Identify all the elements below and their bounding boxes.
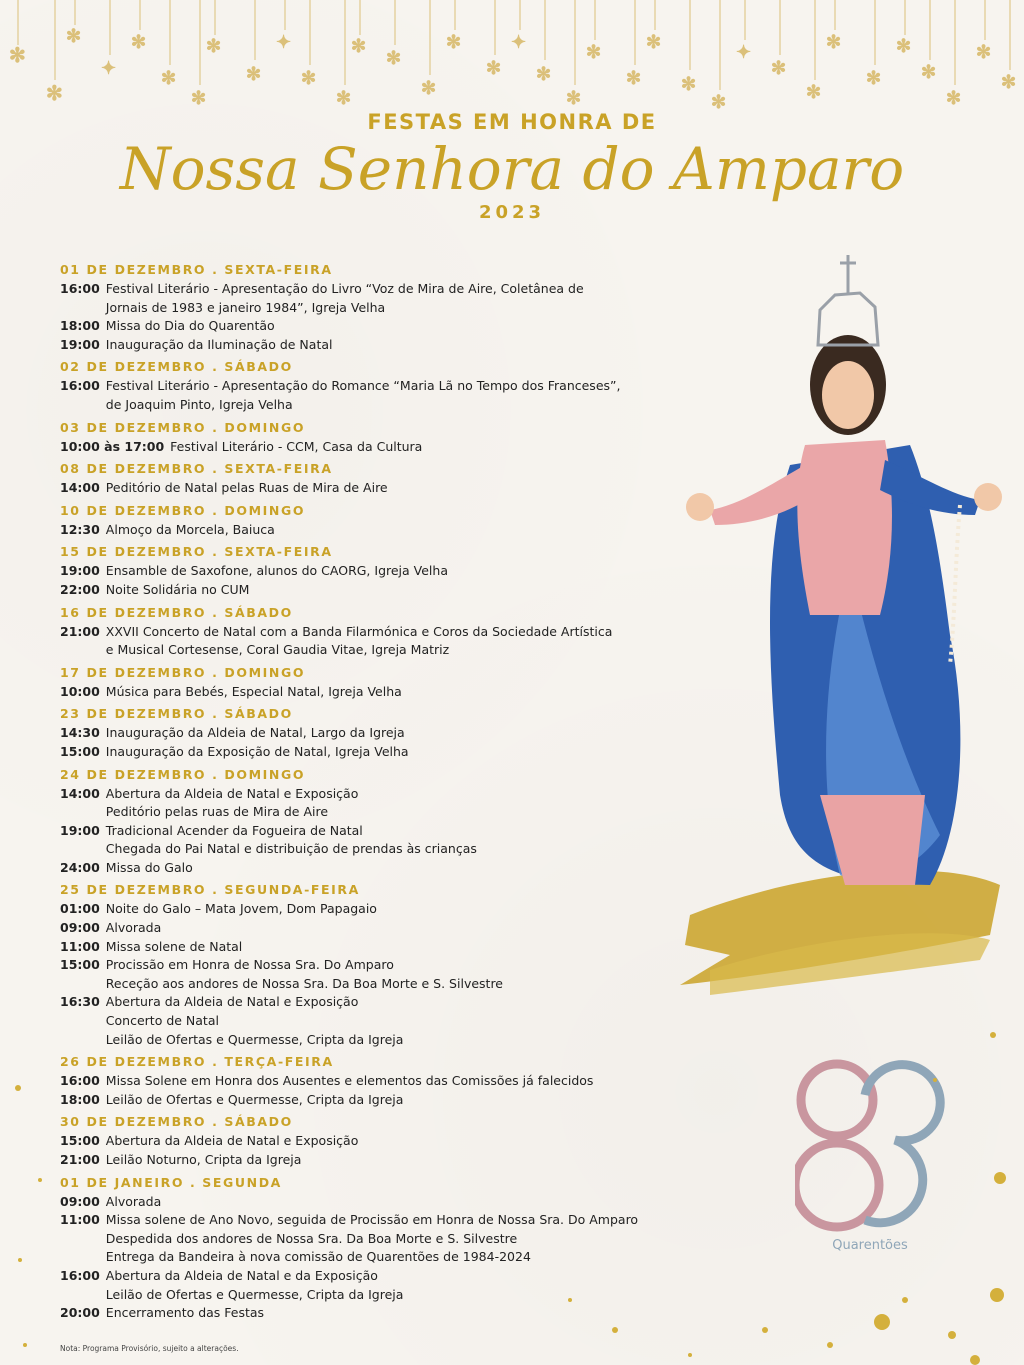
schedule-event: [60, 521, 660, 540]
event-time: 21:00: [60, 1152, 100, 1167]
event-time: 22:00: [60, 581, 100, 597]
event-time: 16:30: [60, 994, 100, 1010]
schedule-day: [60, 706, 660, 761]
event-description: Missa do Galo: [105, 859, 193, 875]
year: 2023: [478, 201, 546, 223]
svg-text:✻: ✻: [206, 36, 222, 57]
event-description: Tradicional Acender da Fogueira de Natal Chegada do Pai Natal e distribuição de prendas às crianças: [105, 822, 477, 857]
script-title: Nossa Senhora do Amparo: [119, 135, 905, 203]
event-description: Abertura da Aldeia de Natal e da Exposição Leilão de Ofertas e Quermesse, Cripta da Igreja: [105, 1267, 404, 1302]
quarentoes-logo: [795, 1050, 945, 1260]
schedule-event: [60, 938, 660, 957]
event-description: Peditório de Natal pelas Ruas de Mira de Aire: [105, 480, 388, 496]
svg-text:✦: ✦: [276, 32, 292, 53]
event-description: Almoço da Morcela, Baiuca: [105, 521, 275, 537]
day-heading: 01 DE JANEIRO . SEGUNDA: [60, 1174, 282, 1190]
svg-text:✻: ✻: [191, 88, 207, 109]
event-description: Inauguração da Exposição de Natal, Igreja Velha: [105, 743, 409, 759]
schedule-event: [60, 743, 660, 762]
footnote: Nota: Programa Provisório, sujeito a alterações.: [60, 1344, 239, 1353]
svg-text:✦: ✦: [736, 42, 752, 63]
schedule-day: [60, 605, 660, 660]
svg-text:✻: ✻: [351, 36, 367, 57]
svg-text:✻: ✻: [866, 68, 882, 89]
event-description: Leilão Noturno, Cripta da Igreja: [105, 1152, 302, 1167]
schedule-event: [60, 336, 660, 355]
event-description: Música para Bebés, Especial Natal, Igreja Velha: [105, 683, 402, 699]
event-time: 20:00: [60, 1305, 100, 1321]
day-heading: 02 DE DEZEMBRO . SÁBADO: [60, 359, 293, 375]
event-time: 11:00: [60, 938, 100, 954]
poster-header: [0, 110, 1024, 223]
schedule-event: [60, 581, 660, 600]
event-description: Encerramento das Festas: [105, 1305, 265, 1321]
schedule-event: [60, 785, 660, 822]
schedule-event: [60, 280, 660, 317]
day-heading: 10 DE DEZEMBRO . DOMINGO: [60, 502, 306, 518]
schedule-day: [60, 544, 660, 599]
svg-text:✻: ✻: [771, 58, 787, 79]
event-description: Missa solene de Natal: [105, 938, 243, 954]
svg-text:✻: ✻: [586, 42, 602, 63]
svg-text:✻: ✻: [921, 62, 937, 83]
schedule-event: [60, 1211, 660, 1267]
event-time: 10:00: [60, 683, 100, 699]
event-description: Missa do Dia do Quarentão: [105, 318, 275, 334]
day-heading: 01 DE DEZEMBRO . SEXTA-FEIRA: [60, 262, 333, 277]
svg-text:✻: ✻: [1001, 72, 1017, 93]
event-time: 14:00: [60, 785, 100, 801]
svg-text:✻: ✻: [131, 32, 147, 53]
schedule-event: [60, 438, 660, 457]
svg-text:✻: ✻: [301, 68, 317, 89]
day-heading: 26 DE DEZEMBRO . TERÇA-FEIRA: [60, 1054, 334, 1070]
schedule-event: [60, 1132, 660, 1151]
schedule-event: [60, 993, 660, 1049]
event-time: 01:00: [60, 901, 100, 917]
event-time: 09:00: [60, 1193, 100, 1209]
virgin-mary-statue-image: [670, 235, 1020, 995]
event-time: 15:00: [60, 957, 100, 973]
event-description: Missa Solene em Honra dos Ausentes e elementos das Comissões já falecidos: [105, 1073, 594, 1089]
event-description: Procissão em Honra de Nossa Sra. Do Amparo Receção aos andores de Nossa Sra. Da Boa Morte e S. Silvestre: [105, 957, 503, 991]
schedule-event: [60, 724, 660, 743]
schedule-day: [60, 359, 660, 414]
event-time: 10:00 às 17:00: [60, 438, 165, 454]
svg-text:✻: ✻: [566, 88, 582, 109]
event-description: Inauguração da Iluminação de Natal: [105, 336, 333, 352]
schedule-event: [60, 1193, 660, 1212]
event-description: Alvorada: [105, 1193, 162, 1209]
day-heading: 15 DE DEZEMBRO . SEXTA-FEIRA: [60, 544, 333, 560]
hanging-stars-decoration: [0, 0, 1024, 120]
day-heading: 24 DE DEZEMBRO . DOMINGO: [60, 766, 306, 782]
day-heading: 25 DE DEZEMBRO . SEGUNDA-FEIRA: [60, 882, 360, 898]
schedule-event: [60, 822, 660, 859]
schedule-day: [60, 1054, 660, 1109]
event-time: 12:30: [60, 521, 100, 537]
schedule-event: [60, 900, 660, 919]
svg-text:✻: ✻: [421, 78, 437, 99]
event-description: Ensamble de Saxofone, alunos do CAORG, Igreja Velha: [105, 563, 448, 579]
svg-text:✻: ✻: [9, 43, 26, 67]
event-time: 24:00: [60, 859, 100, 875]
schedule-event: [60, 317, 660, 336]
svg-text:✻: ✻: [681, 74, 697, 95]
event-description: Festival Literário - Apresentação do Livro “Voz de Mira de Aire, Coletânea de Jornais de 1983 e janeiro 1984”, Igreja Velha: [105, 281, 584, 315]
schedule-event: [60, 562, 660, 581]
schedule-event: [60, 859, 660, 878]
schedule-event: [60, 683, 660, 702]
event-description: Abertura da Aldeia de Natal e Exposição: [105, 1133, 359, 1149]
day-heading: 08 DE DEZEMBRO . SEXTA-FEIRA: [60, 461, 333, 477]
svg-text:✦: ✦: [511, 32, 527, 53]
event-time: 16:00: [60, 281, 100, 296]
svg-text:✻: ✻: [806, 82, 822, 103]
svg-text:✻: ✻: [66, 26, 82, 47]
svg-text:✻: ✻: [896, 36, 912, 57]
logo-caption: Quarentões: [832, 1238, 908, 1253]
event-description: Inauguração da Aldeia de Natal, Largo da Igreja: [105, 725, 405, 741]
event-time: 15:00: [60, 743, 100, 759]
svg-text:✻: ✻: [486, 58, 502, 79]
schedule-day: [60, 1175, 660, 1323]
event-time: 11:00: [60, 1212, 100, 1228]
svg-text:✦: ✦: [101, 58, 117, 79]
event-time: 14:30: [60, 725, 100, 741]
schedule-event: [60, 1304, 660, 1323]
schedule-event: [60, 377, 660, 414]
schedule-event: [60, 919, 660, 938]
schedule-event: [60, 1072, 660, 1091]
svg-text:✻: ✻: [826, 32, 842, 53]
svg-text:✻: ✻: [246, 64, 262, 85]
event-time: 14:00: [60, 480, 100, 496]
svg-text:✻: ✻: [446, 32, 462, 53]
schedule-day: [60, 503, 660, 540]
event-time: 15:00: [60, 1133, 100, 1149]
schedule-day: [60, 1114, 660, 1169]
day-heading: 30 DE DEZEMBRO . SÁBADO: [60, 1114, 293, 1130]
svg-text:✻: ✻: [626, 68, 642, 89]
event-description: Noite Solidária no CUM: [105, 581, 250, 597]
event-time: 18:00: [60, 318, 100, 334]
event-description: Festival Literário - Apresentação do Romance “Maria Lã no Tempo dos Franceses”, de Joaquim Pinto, Igreja Velha: [105, 378, 621, 412]
logo-83-mark: [795, 1050, 945, 1240]
event-time: 19:00: [60, 336, 100, 352]
schedule-day: [60, 665, 660, 702]
svg-text:✻: ✻: [386, 48, 402, 69]
event-description: Missa solene de Ano Novo, seguida de Procissão em Honra de Nossa Sra. Do Amparo Despedida dos andores de Nossa Sra. Da Boa Morte e S. Silvestre Entrega da Bandeira à nova comissão de Quarentões de 1984-2024: [105, 1212, 639, 1265]
event-description: Abertura da Aldeia de Natal e Exposição Concerto de Natal Leilão de Ofertas e Quermesse, Cripta da Igreja: [105, 994, 404, 1047]
schedule-day: [60, 767, 660, 878]
event-time: 19:00: [60, 563, 100, 579]
event-time: 16:00: [60, 378, 100, 394]
schedule-event: [60, 956, 660, 993]
schedule-event: [60, 623, 660, 660]
svg-text:✻: ✻: [946, 88, 962, 109]
svg-text:✻: ✻: [336, 88, 352, 109]
event-time: 16:00: [60, 1073, 100, 1089]
event-time: 19:00: [60, 822, 100, 838]
pre-title: FESTAS EM HONRA DE: [367, 110, 657, 134]
schedule-event: [60, 1267, 660, 1304]
event-description: Alvorada: [105, 920, 162, 936]
day-heading: 03 DE DEZEMBRO . DOMINGO: [60, 419, 306, 435]
event-time: 18:00: [60, 1091, 100, 1107]
svg-text:✻: ✻: [161, 68, 177, 89]
svg-text:✻: ✻: [976, 42, 992, 63]
day-heading: 17 DE DEZEMBRO . DOMINGO: [60, 664, 306, 680]
event-description: Noite do Galo – Mata Jovem, Dom Papagaio: [105, 901, 377, 917]
festival-schedule: [60, 262, 660, 1328]
event-description: Leilão de Ofertas e Quermesse, Cripta da Igreja: [105, 1091, 404, 1107]
day-heading: 23 DE DEZEMBRO . SÁBADO: [60, 706, 293, 722]
schedule-event: [60, 1151, 660, 1170]
schedule-day: [60, 461, 660, 498]
event-time: 09:00: [60, 920, 100, 936]
svg-text:✻: ✻: [711, 92, 727, 113]
event-description: Abertura da Aldeia de Natal e Exposição Peditório pelas ruas de Mira de Aire: [105, 785, 359, 820]
svg-text:✻: ✻: [46, 81, 63, 105]
schedule-event: [60, 1091, 660, 1110]
schedule-day: [60, 420, 660, 457]
schedule-day: [60, 262, 660, 354]
event-description: Festival Literário - CCM, Casa da Cultura: [170, 438, 423, 454]
event-time: 21:00: [60, 623, 100, 639]
schedule-day: [60, 882, 660, 1049]
svg-text:✻: ✻: [536, 64, 552, 85]
svg-text:✻: ✻: [646, 32, 662, 53]
event-time: 16:00: [60, 1267, 100, 1283]
schedule-event: [60, 479, 660, 498]
day-heading: 16 DE DEZEMBRO . SÁBADO: [60, 604, 293, 620]
event-description: XXVII Concerto de Natal com a Banda Filarmónica e Coros da Sociedade Artística e Musical Cortesense, Coral Gaudia Vitae, Igreja Matriz: [105, 623, 613, 658]
